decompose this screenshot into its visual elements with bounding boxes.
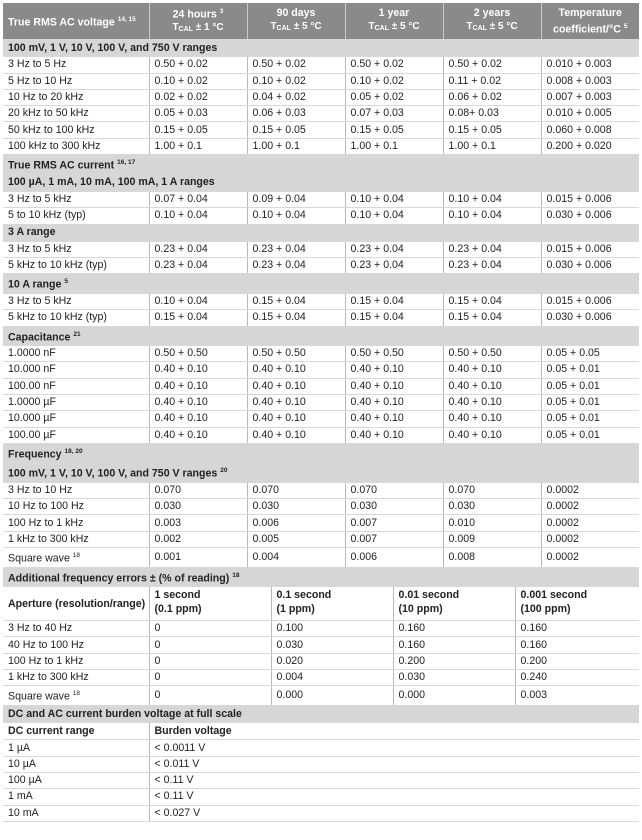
table-cell: 0.030: [443, 499, 541, 515]
table-cell: 0.070: [149, 482, 247, 498]
row-label: 100 Hz to 1 kHz: [3, 515, 149, 531]
table-cell: 0.030 + 0.006: [541, 208, 639, 224]
row-label: 10 Hz to 100 Hz: [3, 499, 149, 515]
row-label: 5 to 10 kHz (typ): [3, 208, 149, 224]
table-cell: 0.23 + 0.04: [443, 241, 541, 257]
table-cell: 1.00 + 0.1: [443, 138, 541, 154]
table-cell: 0.070: [247, 482, 345, 498]
aperture-0.001s: 0.001 second (100 ppm): [515, 587, 639, 621]
row-label: 1.0000 nF: [3, 346, 149, 362]
table-cell: 0.004: [247, 548, 345, 568]
row-label: 3 Hz to 5 kHz: [3, 241, 149, 257]
table-row: [3, 293, 639, 309]
table-cell: 0.030 + 0.006: [541, 310, 639, 326]
section-10a-range: 10 A range $^5$: [3, 274, 639, 294]
table-cell: 0.15 + 0.04: [345, 310, 443, 326]
table-cell: 0.40 + 0.10: [443, 411, 541, 427]
table-cell: 0.010 + 0.005: [541, 106, 639, 122]
row-label: 1 kHz to 300 kHz: [3, 531, 149, 547]
table-row: [3, 411, 639, 427]
table-cell: 0: [149, 621, 271, 637]
table-cell: 0.030: [393, 670, 515, 686]
row-label: 40 Hz to 100 Hz: [3, 637, 149, 653]
section-label: 100 mV, 1 V, 10 V, 100 V, and 750 V ranges: [8, 467, 218, 480]
table-cell: 0.10 + 0.02: [149, 73, 247, 89]
table-cell: 0.0002: [541, 548, 639, 568]
table-cell: 0.40 + 0.10: [443, 362, 541, 378]
table-cell: 0.003: [515, 686, 639, 706]
table-cell: 0.40 + 0.10: [149, 362, 247, 378]
header-90-days: 90 days TCAL ± 5 °C: [247, 3, 345, 40]
row-label: 3 Hz to 40 Hz: [3, 621, 149, 637]
table-cell: 0.40 + 0.10: [247, 378, 345, 394]
table-cell: 0.0002: [541, 499, 639, 515]
table-cell: 0.015 + 0.006: [541, 191, 639, 207]
table-cell: 0.006: [247, 515, 345, 531]
table-cell: 0.50 + 0.02: [247, 57, 345, 73]
table-row: [3, 191, 639, 207]
row-label: 10 Hz to 20 kHz: [3, 89, 149, 105]
table-cell: 0.23 + 0.04: [247, 258, 345, 274]
table-cell: 0.160: [515, 637, 639, 653]
table-cell: 0.030 + 0.006: [541, 258, 639, 274]
table-cell: 0.50 + 0.50: [443, 346, 541, 362]
table-cell: 0.200: [515, 653, 639, 669]
table-cell: 0.40 + 0.10: [149, 427, 247, 443]
table-cell: 0.15 + 0.04: [443, 293, 541, 309]
table-cell: 0.40 + 0.10: [345, 411, 443, 427]
table-cell: 0.10 + 0.04: [443, 191, 541, 207]
section-ac-current: True RMS AC current $^{16, 17}$: [3, 155, 639, 175]
table-cell: 0.200 + 0.020: [541, 138, 639, 154]
table-row: [3, 482, 639, 498]
table-cell: 0.160: [515, 621, 639, 637]
table-row: [3, 378, 639, 394]
table-row: [3, 740, 639, 756]
row-label: 100 Hz to 1 kHz: [3, 653, 149, 669]
burden-header-row: [3, 723, 639, 740]
table-cell: 0.05 + 0.01: [541, 394, 639, 410]
accuracy-table: [3, 3, 639, 568]
table-cell: 0.008: [443, 548, 541, 568]
row-label: 20 kHz to 50 kHz: [3, 106, 149, 122]
table-cell: 0.100: [271, 621, 393, 637]
table-row: [3, 362, 639, 378]
table-cell: 0.10 + 0.04: [247, 208, 345, 224]
table-cell: 0.05 + 0.01: [541, 411, 639, 427]
table-cell: 0.50 + 0.50: [345, 346, 443, 362]
table-cell: 0.23 + 0.04: [149, 241, 247, 257]
table-header-row: [3, 3, 639, 40]
table-cell: 0.23 + 0.04: [345, 241, 443, 257]
table-cell: 0: [149, 686, 271, 706]
table-row: [3, 89, 639, 105]
table-cell: 0.50 + 0.02: [345, 57, 443, 73]
section-ac-voltage-ranges: [3, 40, 639, 57]
row-label: 100 kHz to 300 kHz: [3, 138, 149, 154]
table-cell: 0.07 + 0.03: [345, 106, 443, 122]
table-cell: 0.23 + 0.04: [443, 258, 541, 274]
table-cell: 0.007: [345, 515, 443, 531]
table-cell: 0.020: [271, 653, 393, 669]
table-cell: 0.006: [345, 548, 443, 568]
table-row: [3, 57, 639, 73]
table-cell: 0.15 + 0.04: [247, 293, 345, 309]
table-cell: 0.05 + 0.01: [541, 378, 639, 394]
table-cell: 0.007 + 0.003: [541, 89, 639, 105]
table-cell: 0.05 + 0.02: [345, 89, 443, 105]
table-cell: 0.40 + 0.10: [443, 427, 541, 443]
table-cell: 0.070: [345, 482, 443, 498]
header-24-hours: 24 hours $^3$ TCAL ± 1 °C: [149, 3, 247, 40]
table-cell: 0.008 + 0.003: [541, 73, 639, 89]
table-cell: 0.40 + 0.10: [149, 411, 247, 427]
table-row: [3, 548, 639, 568]
table-cell: 0.007: [345, 531, 443, 547]
burden-col-range: DC current range: [3, 723, 149, 740]
table-cell: 0.003: [149, 515, 247, 531]
table-cell: 0.001: [149, 548, 247, 568]
row-label: 1 mA: [3, 789, 149, 805]
table-cell: 0.40 + 0.10: [443, 378, 541, 394]
table-cell: 0.40 + 0.10: [443, 394, 541, 410]
table-row: [3, 106, 639, 122]
header-ac-voltage: True RMS AC voltage $^{14, 15}$: [3, 3, 149, 40]
table-row: [3, 515, 639, 531]
aperture-1s: 1 second (0.1 ppm): [149, 587, 271, 621]
table-cell: 0.030: [149, 499, 247, 515]
table-cell: 0.40 + 0.10: [247, 394, 345, 410]
section-label: Capacitance: [8, 331, 71, 344]
table-cell: 0.10 + 0.02: [247, 73, 345, 89]
section-frequency: Frequency $^{18, 20}$: [3, 443, 639, 463]
section-label: Frequency: [8, 448, 62, 461]
table-cell: 0.200: [393, 653, 515, 669]
section-additional-frequency: Additional frequency errors ± (% of reading) $^{18}$: [3, 568, 639, 587]
table-cell: 0.0002: [541, 531, 639, 547]
table-cell: 0.06 + 0.02: [443, 89, 541, 105]
row-label: 50 kHz to 100 kHz: [3, 122, 149, 138]
table-cell: 0.23 + 0.04: [149, 258, 247, 274]
table-cell: 0.10 + 0.04: [345, 208, 443, 224]
row-label: 10 mA: [3, 805, 149, 821]
table-cell: 0.10 + 0.02: [345, 73, 443, 89]
spec-page: [3, 3, 639, 822]
table-cell: < 0.11 V: [149, 789, 639, 805]
table-cell: 0.40 + 0.10: [149, 394, 247, 410]
table-cell: 0.070: [443, 482, 541, 498]
table-cell: 0.240: [515, 670, 639, 686]
section-label: Additional frequency errors ± (% of reading): [8, 572, 230, 585]
table-cell: 0.015 + 0.006: [541, 241, 639, 257]
table-cell: 0.05 + 0.05: [541, 346, 639, 362]
table-cell: 0.40 + 0.10: [345, 362, 443, 378]
table-cell: 0.40 + 0.10: [247, 411, 345, 427]
table-cell: 0.010 + 0.003: [541, 57, 639, 73]
table-cell: 0.50 + 0.50: [149, 346, 247, 362]
row-label: 1 µA: [3, 740, 149, 756]
table-row: [3, 499, 639, 515]
table-cell: 0.06 + 0.03: [247, 106, 345, 122]
header-1-year: 1 year TCAL ± 5 °C: [345, 3, 443, 40]
table-row: [3, 805, 639, 821]
table-cell: < 0.011 V: [149, 756, 639, 772]
section-label: 3 A range: [3, 224, 639, 241]
row-label: 1 kHz to 300 kHz: [3, 670, 149, 686]
table-cell: 0.23 + 0.04: [247, 241, 345, 257]
table-cell: 0.15 + 0.05: [443, 122, 541, 138]
table-cell: 0.10 + 0.04: [345, 191, 443, 207]
table-cell: 0: [149, 670, 271, 686]
section-label: 100 mV, 1 V, 10 V, 100 V, and 750 V ranges: [3, 40, 639, 57]
table-cell: 0.15 + 0.05: [149, 122, 247, 138]
table-row: [3, 73, 639, 89]
table-row: [3, 394, 639, 410]
row-label: 10.000 µF: [3, 411, 149, 427]
table-row: [3, 789, 639, 805]
row-label: 100.00 µF: [3, 427, 149, 443]
table-cell: 0.15 + 0.04: [149, 310, 247, 326]
table-row: [3, 653, 639, 669]
table-row: [3, 621, 639, 637]
table-cell: 0.015 + 0.006: [541, 293, 639, 309]
table-cell: 0.000: [393, 686, 515, 706]
table-cell: 0.060 + 0.008: [541, 122, 639, 138]
table-cell: 0.40 + 0.10: [345, 427, 443, 443]
row-label: 100 µA: [3, 773, 149, 789]
table-row: [3, 310, 639, 326]
table-cell: 0.15 + 0.05: [345, 122, 443, 138]
header-2-years: 2 years TCAL ± 5 °C: [443, 3, 541, 40]
table-cell: 0.40 + 0.10: [149, 378, 247, 394]
burden-voltage-table: [3, 706, 639, 822]
table-row: [3, 637, 639, 653]
table-cell: 0: [149, 653, 271, 669]
section-burden-voltage: [3, 706, 639, 723]
aperture-header-row: [3, 587, 639, 621]
section-label: 10 A range: [8, 278, 62, 291]
section-3a-range: [3, 224, 639, 241]
table-cell: 0.15 + 0.04: [443, 310, 541, 326]
table-cell: 0.160: [393, 621, 515, 637]
table-cell: < 0.027 V: [149, 805, 639, 821]
row-label: 5 kHz to 10 kHz (typ): [3, 258, 149, 274]
aperture-0.01s: 0.01 second (10 ppm): [393, 587, 515, 621]
table-cell: 1.00 + 0.1: [149, 138, 247, 154]
table-cell: 0.004: [271, 670, 393, 686]
section-ac-current-ranges: [3, 174, 639, 191]
table-cell: 0.15 + 0.04: [247, 310, 345, 326]
section-capacitance: Capacitance $^{21}$: [3, 326, 639, 346]
table-cell: 0.04 + 0.02: [247, 89, 345, 105]
burden-col-voltage: Burden voltage: [149, 723, 639, 740]
aperture-0.1s: 0.1 second (1 ppm): [271, 587, 393, 621]
table-row: [3, 756, 639, 772]
table-row: [3, 773, 639, 789]
table-cell: 0.010: [443, 515, 541, 531]
section-label: True RMS AC current: [8, 159, 115, 172]
table-cell: 0.11 + 0.02: [443, 73, 541, 89]
table-cell: 0.40 + 0.10: [345, 394, 443, 410]
table-cell: 0.005: [247, 531, 345, 547]
table-cell: 0.05 + 0.03: [149, 106, 247, 122]
table-row: [3, 258, 639, 274]
table-cell: 0.08+ 0.03: [443, 106, 541, 122]
table-row: [3, 531, 639, 547]
row-label: Square wave $^{18}$: [3, 548, 149, 568]
table-cell: 0.09 + 0.04: [247, 191, 345, 207]
table-row: [3, 670, 639, 686]
table-cell: 0.40 + 0.10: [247, 427, 345, 443]
table-cell: 0.000: [271, 686, 393, 706]
row-label: 3 Hz to 10 Hz: [3, 482, 149, 498]
table-cell: 0.030: [247, 499, 345, 515]
row-label: 5 kHz to 10 kHz (typ): [3, 310, 149, 326]
header-temp-coefficient: Temperature coefficient/°C $^5$: [541, 3, 639, 40]
table-cell: 0: [149, 637, 271, 653]
row-label: 10.000 nF: [3, 362, 149, 378]
table-cell: 0.07 + 0.04: [149, 191, 247, 207]
aperture-label: Aperture (resolution/range): [3, 587, 149, 621]
table-cell: 0.50 + 0.02: [149, 57, 247, 73]
row-label: Square wave $^{18}$: [3, 686, 149, 706]
table-cell: 0.05 + 0.01: [541, 427, 639, 443]
table-cell: 1.00 + 0.1: [247, 138, 345, 154]
section-label: 100 µA, 1 mA, 10 mA, 100 mA, 1 A ranges: [3, 174, 639, 191]
table-cell: 0.40 + 0.10: [247, 362, 345, 378]
table-cell: 0.0002: [541, 482, 639, 498]
table-cell: 0.0002: [541, 515, 639, 531]
table-row: [3, 427, 639, 443]
table-cell: 0.40 + 0.10: [345, 378, 443, 394]
table-cell: 0.05 + 0.01: [541, 362, 639, 378]
table-row: [3, 122, 639, 138]
row-label: 100.00 nF: [3, 378, 149, 394]
table-row: [3, 686, 639, 706]
table-row: [3, 208, 639, 224]
table-row: [3, 346, 639, 362]
table-cell: 0.009: [443, 531, 541, 547]
row-label: 3 Hz to 5 kHz: [3, 293, 149, 309]
section-label: DC and AC current burden voltage at full scale: [3, 706, 639, 723]
table-cell: 0.15 + 0.04: [345, 293, 443, 309]
row-label: 5 Hz to 10 Hz: [3, 73, 149, 89]
table-cell: 0.030: [271, 637, 393, 653]
table-cell: 0.10 + 0.04: [149, 208, 247, 224]
row-label: 10 µA: [3, 756, 149, 772]
table-cell: 0.160: [393, 637, 515, 653]
table-cell: < 0.11 V: [149, 773, 639, 789]
table-cell: 0.50 + 0.50: [247, 346, 345, 362]
table-cell: 0.002: [149, 531, 247, 547]
table-row: [3, 138, 639, 154]
table-cell: 0.23 + 0.04: [345, 258, 443, 274]
row-label: 3 Hz to 5 Hz: [3, 57, 149, 73]
row-label: 3 Hz to 5 kHz: [3, 191, 149, 207]
table-cell: 0.030: [345, 499, 443, 515]
table-cell: 0.02 + 0.02: [149, 89, 247, 105]
additional-frequency-table: [3, 568, 639, 706]
table-row: [3, 241, 639, 257]
table-cell: 0.50 + 0.02: [443, 57, 541, 73]
section-frequency-ranges: 100 mV, 1 V, 10 V, 100 V, and 750 V ranges $^{20}$: [3, 463, 639, 483]
row-label: 1.0000 µF: [3, 394, 149, 410]
table-cell: 0.15 + 0.05: [247, 122, 345, 138]
table-cell: 0.10 + 0.04: [443, 208, 541, 224]
table-cell: 0.10 + 0.04: [149, 293, 247, 309]
table-cell: 1.00 + 0.1: [345, 138, 443, 154]
table-cell: < 0.0011 V: [149, 740, 639, 756]
